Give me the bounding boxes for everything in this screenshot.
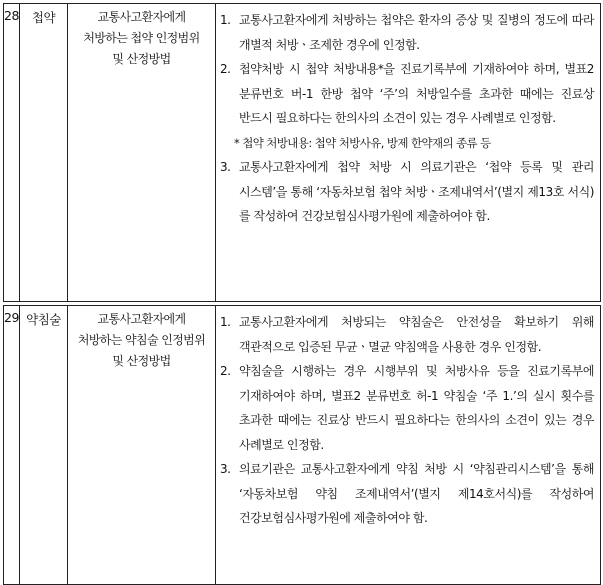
item-text: 교통사고환자에게 첩약 처방 시 의료기관은 ‘첩약 등록 및 관리 시스템’을 통해 ‘자동차보험 첩약 처방ㆍ조제내역서’(별지 제13호 서식)를 작성하여 건강보험심사평가원에 제출하여야 함. xyxy=(239,160,594,223)
table-row-28 xyxy=(4,4,601,302)
item-number: 3. xyxy=(220,462,231,476)
item-number: 1. xyxy=(220,315,231,329)
item-title xyxy=(68,4,216,302)
item-content xyxy=(216,4,601,302)
title-line: 및 산정방법 xyxy=(112,354,171,368)
item-text: 약침술을 시행하는 경우 시행부위 및 처방사유 등을 진료기록부에 기재하여야 하며, 별표2 분류번호 허-1 약침술 ‘주 1.’의 실시 횟수를 초과한 때에는 진료상 반드시 필요하다는 한의사의 소견이 있는 경우 사례별로 인정함. xyxy=(239,364,594,452)
title-line: 교통사고환자에게 xyxy=(97,312,186,326)
footnote: * 첩약 처방내용: 첩약 처방사유, 방제 한약재의 종류 등 xyxy=(234,135,491,150)
item-number: 3. xyxy=(220,160,231,174)
title-line: 교통사고환자에게 xyxy=(97,10,186,24)
rules-table xyxy=(3,3,601,585)
item-number: 2. xyxy=(220,62,231,76)
title-line: 및 산정방법 xyxy=(112,52,171,66)
content-item xyxy=(220,155,594,229)
title-line: 처방하는 약침술 인정범위 xyxy=(77,333,206,347)
item-name: 약침술 xyxy=(20,306,68,585)
item-text: 첩약처방 시 첩약 처방내용*을 진료기록부에 기재하여야 하며, 별표2 분류번호 버-1 한방 첩약 ‘주’의 처방일수를 초과한 때에는 진료상 반드시 필요하다는 한의사의 소견이 있는 경우 사례별로 인정함. xyxy=(239,62,594,125)
table-row-29 xyxy=(4,306,601,585)
content-item xyxy=(220,310,594,359)
content-item xyxy=(220,8,594,57)
content-item xyxy=(220,457,594,531)
item-text: 교통사고환자에게 처방되는 약침술은 안전성을 확보하기 위해 객관적으로 입증된 무균ㆍ멸균 약침액을 사용한 경우 인정함. xyxy=(239,315,594,354)
title-line: 처방하는 첩약 인정범위 xyxy=(83,31,200,45)
item-content xyxy=(216,306,601,585)
content-item xyxy=(220,57,594,131)
item-number: 2. xyxy=(220,364,231,378)
item-name: 첩약 xyxy=(20,4,68,302)
row-number: 28 xyxy=(4,4,20,302)
item-number: 1. xyxy=(220,13,231,27)
item-text: 교통사고환자에게 처방하는 첩약은 환자의 증상 및 질병의 정도에 따라 개별적 처방ㆍ조제한 경우에 인정함. xyxy=(239,13,594,52)
item-title xyxy=(68,306,216,585)
row-number: 29 xyxy=(4,306,20,585)
item-text: 의료기관은 교통사고환자에게 약침 처방 시 ‘약침관리시스템’을 통해 ‘자동차보험 약침 조제내역서’(별지 제14호서식)를 작성하여 건강보험심사평가원에 제출하여야 함. xyxy=(239,462,594,525)
content-item xyxy=(220,359,594,457)
